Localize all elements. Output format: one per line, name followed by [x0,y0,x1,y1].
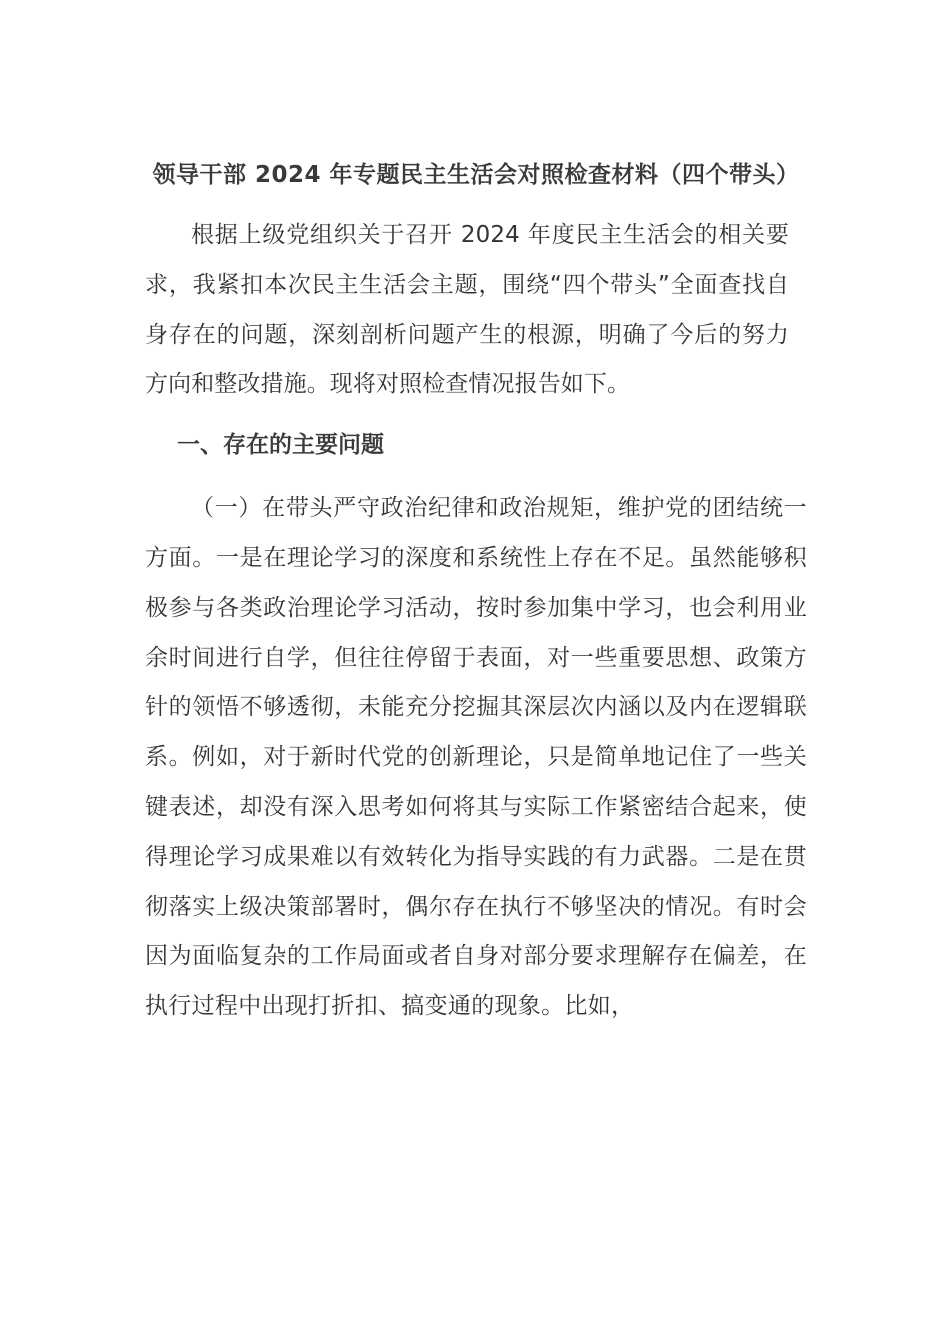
intro-paragraph: 根据上级党组织关于召开 2024 年度民主生活会的相关要求，我紧扣本次民主生活会主题，围绕“四个带头”全面查找自身存在的问题，深刻剖析问题产生的根源，明确了今后的努力方向和整改措施。现将对照检查情况报告如下。 [145,222,789,398]
body-paragraph: （一）在带头严守政治纪律和政治规矩，维护党的团结统一方面。一是在理论学习的深度和系统性上存在不足。虽然能够积极参与各类政治理论学习活动，按时参加集中学习，也会利用业余时间进行自学，但往往停留于表面，对一些重要思想、政策方针的领悟不够透彻，未能充分挖掘其深层次内涵以及内在逻辑联系。例如，对于新时代党的创新理论，只是简单地记住了一些关键表述，却没有深入思考如何将其与实际工作紧密结合起来，使得理论学习成果难以有效转化为指导实践的有力武器。二是在贯彻落实上级决策部署时，偶尔存在执行不够坚决的情况。有时会因为面临复杂的工作局面或者自身对部分要求理解存在偏差，在执行过程中出现打折扣、搞变通的现象。比如， [145,495,807,1020]
document-title: 领导干部 2024 年专题民主生活会对照检查材料（四个带头） [152,162,800,188]
section-heading: 一、存在的主要问题 [177,432,384,459]
document-content [145,152,807,1032]
